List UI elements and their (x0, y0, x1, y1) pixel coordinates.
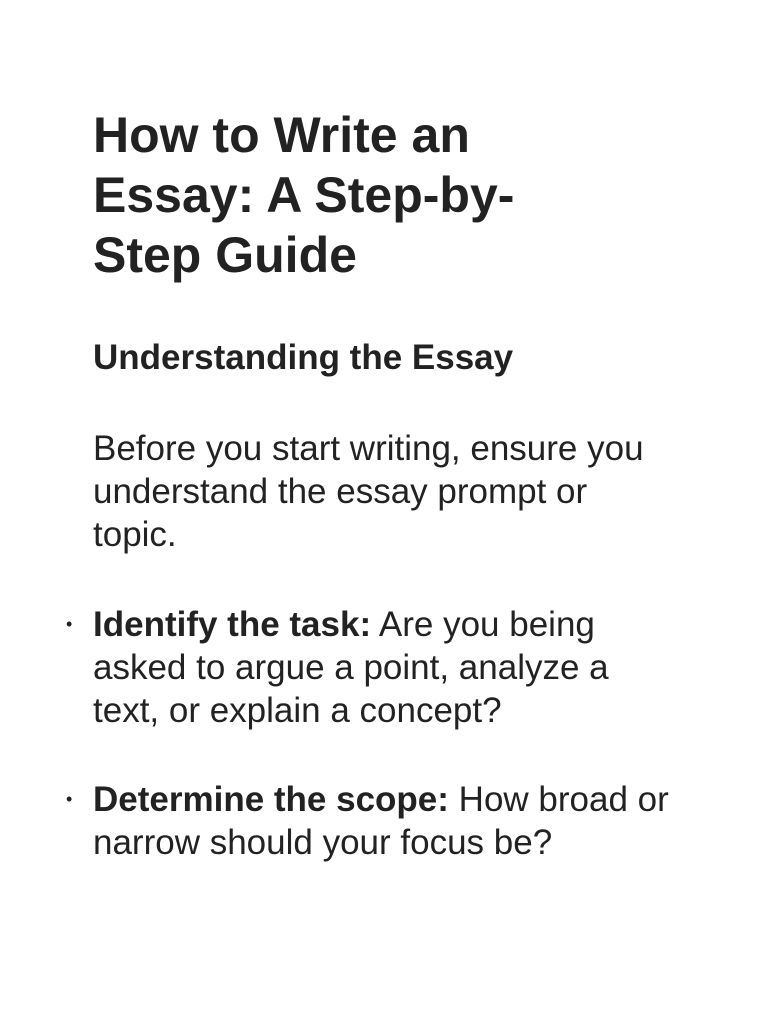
bullet-marker: • (66, 789, 73, 809)
intro-paragraph: Before you start writing, ensure you understand the essay prompt or topic. (93, 429, 644, 554)
bullet-item-identify-task (66, 603, 683, 732)
bullet-list (66, 603, 683, 864)
bullet-text: Are you being asked to argue a point, analyze a text, or explain a concept? (93, 605, 609, 730)
document-title: How to Write an Essay: A Step-by-Step Guide (93, 107, 515, 283)
bullet-text: How broad or narrow should your focus be? (93, 780, 669, 862)
bullet-item-determine-scope (66, 778, 683, 864)
bullet-label: Determine the scope: (93, 780, 449, 819)
bullet-label: Identify the task: (93, 605, 372, 644)
bullet-marker: • (66, 614, 73, 634)
section-heading: Understanding the Essay (93, 338, 514, 377)
